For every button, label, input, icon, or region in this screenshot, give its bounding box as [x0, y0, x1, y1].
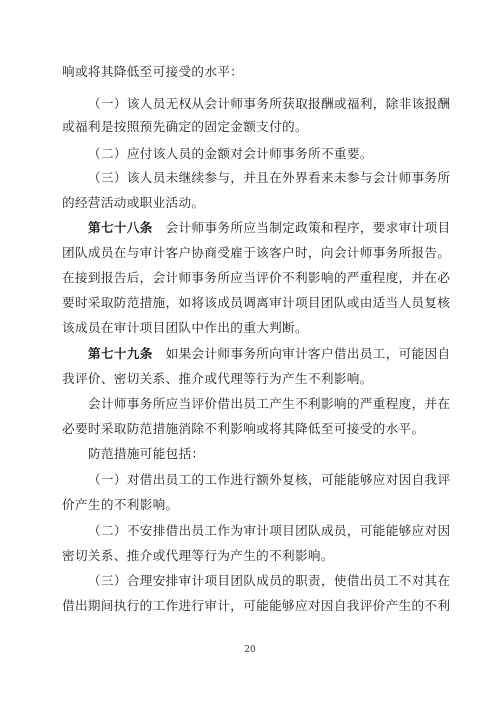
paragraph-line: （一）对借出员工的工作进行额外复核，可能能够应对因自我评	[88, 472, 451, 487]
paragraph-line: 该成员在审计项目团队中作出的重大判断。	[62, 320, 308, 335]
paragraph-text: 如果会计师事务所向审计客户借出员工，可能因自	[152, 346, 451, 361]
paragraph-line: 密切关系、推介或代理等行为产生的不利影响。	[62, 548, 334, 563]
paragraph-line: 或福利是按照预先确定的固定金额支付的。	[62, 119, 308, 134]
paragraph-text: 会计师事务所应当制定政策和程序，要求审计项目	[152, 220, 451, 235]
paragraph-line: （二）不安排借出员工作为审计项目团队成员，可能能够应对因	[88, 523, 451, 538]
article-79-first-line	[88, 346, 450, 362]
paragraph-line: 借出期间执行的工作进行审计，可能能够应对因自我评价产生的不利	[62, 598, 451, 613]
paragraph-line: （三）该人员未继续参与，并且在外界看来未参与会计师事务所	[88, 170, 451, 185]
paragraph-line: 团队成员在与审计客户协商受雇于该客户时，向会计师事务所报告。	[62, 245, 451, 260]
page-number: 20	[244, 645, 256, 655]
paragraph-line: 响或将其降低至可接受的水平：	[62, 64, 244, 79]
paragraph-line: 我评价、密切关系、推介或代理等行为产生不利影响。	[62, 371, 373, 386]
paragraph-line: （二）应付该人员的金额对会计师事务所不重要。	[88, 146, 373, 161]
article-heading-79: 第七十九条	[88, 346, 153, 361]
article-78-first-line	[88, 220, 450, 236]
paragraph-line: 会计师事务所应当评价借出员工产生不利影响的严重程度，并在	[88, 396, 451, 411]
paragraph-line: 在接到报告后，会计师事务所应当评价不利影响的严重程度，并在必	[62, 270, 451, 285]
article-heading-78: 第七十八条	[88, 220, 153, 235]
paragraph-line: 的经营活动或职业活动。	[62, 195, 205, 210]
paragraph-line: 防范措施可能包括：	[88, 446, 205, 461]
paragraph-line: 要时采取防范措施，如将该成员调离审计项目团队或由适当人员复核	[62, 295, 451, 310]
paragraph-line: 价产生的不利影响。	[62, 497, 179, 512]
paragraph-line: （一）该人员无权从会计师事务所获取报酬或福利，除非该报酬	[88, 96, 451, 111]
paragraph-line: 必要时采取防范措施消除不利影响或将其降低至可接受的水平。	[62, 421, 425, 436]
paragraph-line: （三）合理安排审计项目团队成员的职责，使借出员工不对其在	[88, 573, 451, 588]
